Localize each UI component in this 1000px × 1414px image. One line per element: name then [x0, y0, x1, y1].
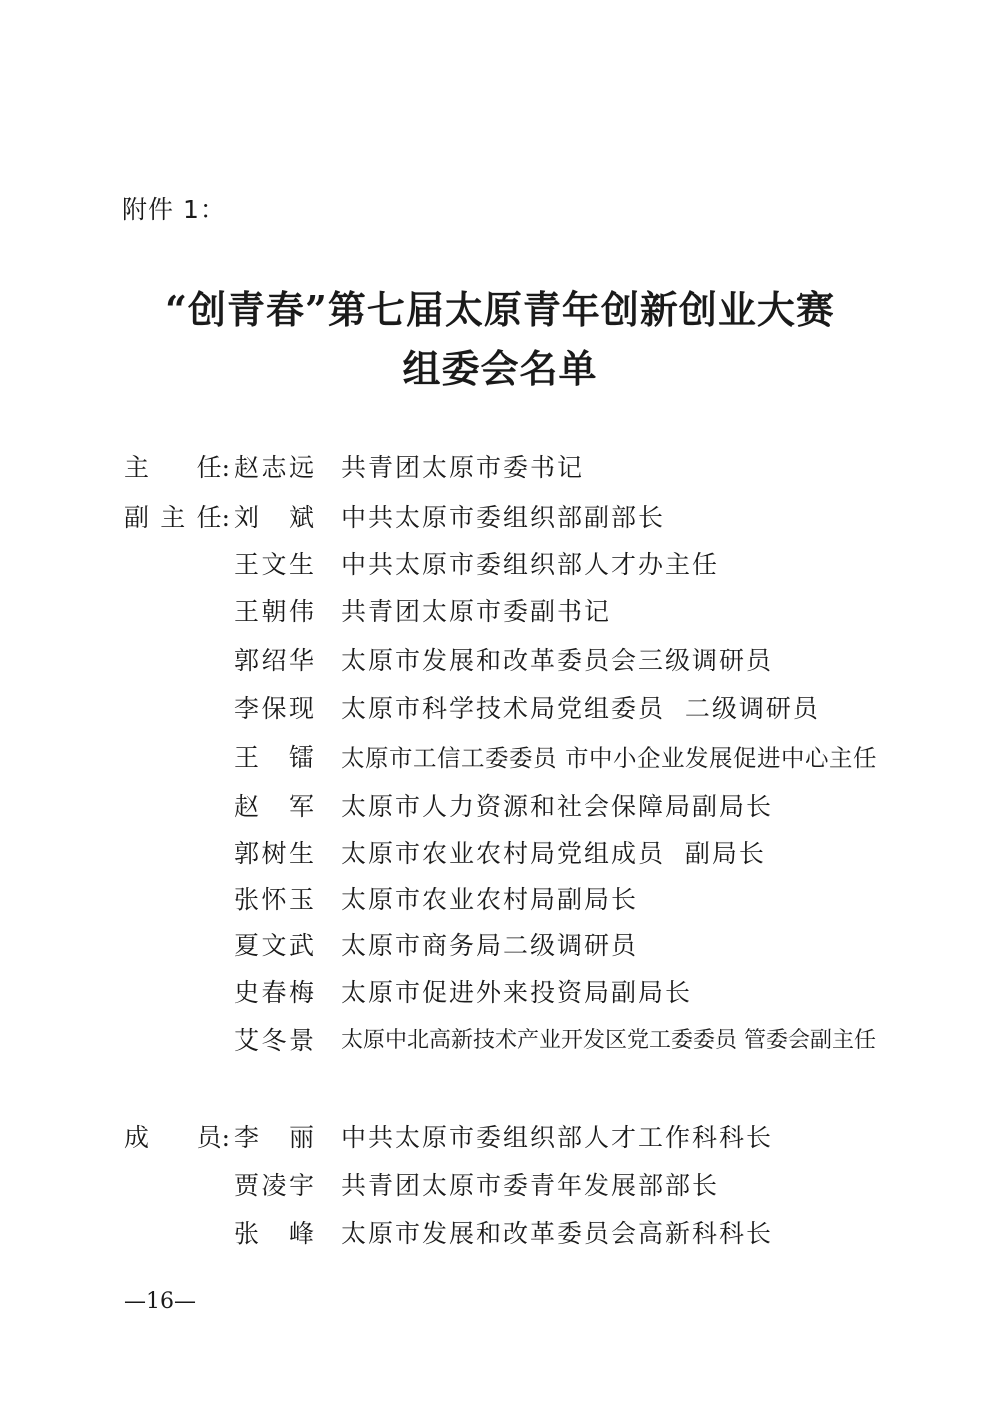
page-number: —16—: [124, 1289, 196, 1314]
role-label-director: 主 任:: [124, 453, 230, 482]
member-name: 王 文 生: [234, 550, 314, 579]
member-position: 太原中北高新技术产业开发区党工委委员 管委会副主任: [341, 1028, 876, 1053]
member-name: 张 峰: [234, 1219, 314, 1248]
member-position: 太原市促进外来投资局副局长: [341, 978, 693, 1007]
member-position: 太原市发展和改革委员会高新科科长: [341, 1219, 774, 1248]
member-name: 刘 斌: [234, 503, 314, 532]
member-position: 共青团太原市委书记: [341, 453, 585, 482]
member-name: 贾 凌 宇: [234, 1171, 314, 1200]
member-name: 王 朝 伟: [234, 597, 314, 626]
member-position: 太原市商务局二级调研员: [341, 931, 639, 960]
member-position: 中共太原市委组织部人才办主任: [341, 550, 720, 579]
member-name: 郭 树 生: [234, 839, 314, 868]
member-position: 共青团太原市委青年发展部部长: [341, 1171, 720, 1200]
document-title-line2: 组委会名单: [402, 346, 598, 391]
role-label-deputy: 副 主 任:: [124, 503, 230, 532]
member-name: 赵 志 远: [234, 453, 314, 482]
member-position: 中共太原市委组织部副部长: [341, 503, 666, 532]
member-name: 王 镭: [234, 743, 314, 772]
attachment-label: 附件 1：: [122, 195, 226, 224]
member-name: 郭 绍 华: [234, 646, 314, 675]
member-name: 艾 冬 景: [234, 1026, 314, 1055]
role-label-member: 成 员:: [124, 1123, 230, 1152]
member-position: 太原市农业农村局副局长: [341, 885, 639, 914]
member-position: 太原市科学技术局党组委员 二级调研员: [341, 694, 820, 723]
member-name: 史 春 梅: [234, 978, 314, 1007]
member-name: 赵 军: [234, 792, 314, 821]
member-position: 中共太原市委组织部人才工作科科长: [341, 1123, 774, 1152]
member-position: 太原市人力资源和社会保障局副局长: [341, 792, 774, 821]
member-position: 共青团太原市委副书记: [341, 597, 612, 626]
member-position: 太原市工信工委委员 市中小企业发展促进中心主任: [341, 744, 877, 772]
document-title-line1: “创青春”第七届太原青年创新创业大赛: [165, 287, 835, 332]
member-name: 李 保 现: [234, 694, 314, 723]
member-name: 夏 文 武: [234, 931, 314, 960]
member-name: 李 丽: [234, 1123, 314, 1152]
member-name: 张 怀 玉: [234, 885, 314, 914]
member-position: 太原市农业农村局党组成员 副局长: [341, 839, 766, 868]
member-position: 太原市发展和改革委员会三级调研员: [341, 646, 774, 675]
